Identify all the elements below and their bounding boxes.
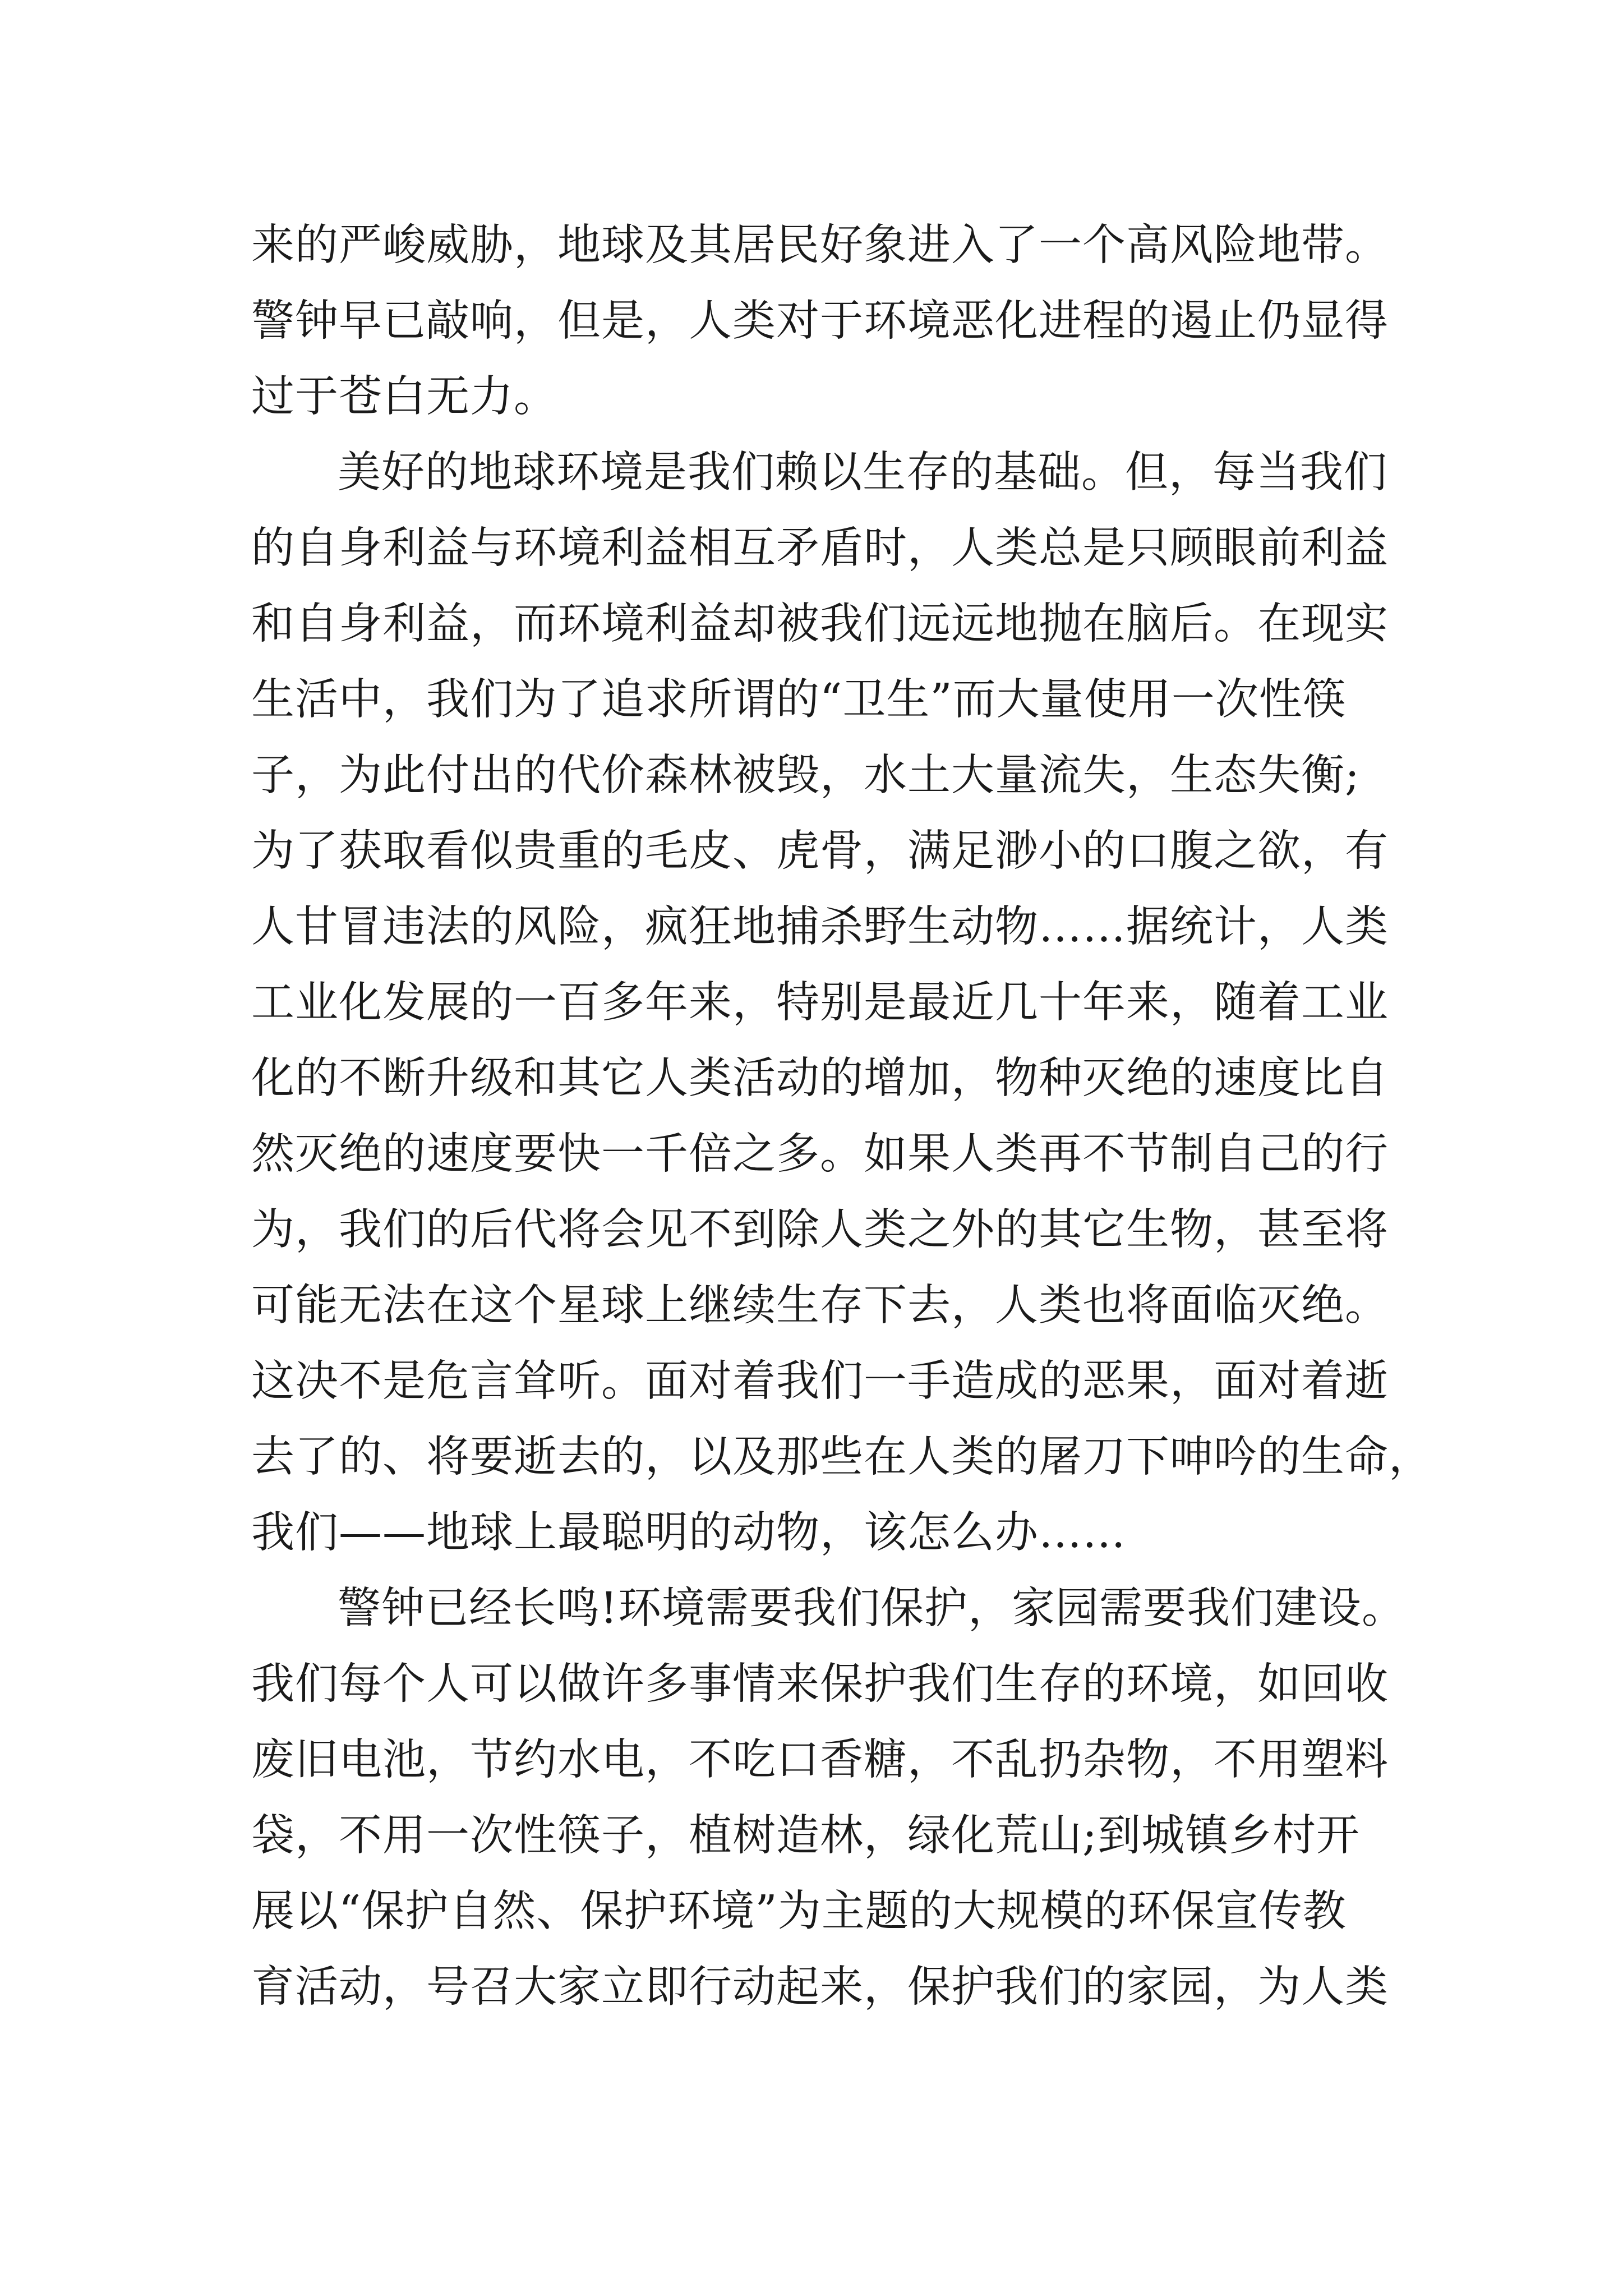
- text-line: 展以“保护自然、保护环境”为主题的大规模的环保宣传教: [251, 1887, 1347, 1936]
- body-text: [251, 208, 1432, 2025]
- text-line: 警钟早已敲响，但是，人类对于环境恶化进程的遏止仍显得: [251, 296, 1389, 346]
- paragraph-2: [251, 435, 1432, 1571]
- text-line: 我们——地球上最聪明的动物，该怎么办……: [251, 1508, 1126, 1558]
- text-line: 这决不是危言耸听。面对着我们一手造成的恶果，面对着逝: [251, 1356, 1389, 1406]
- text-line: 化的不断升级和其它人类活动的增加，物种灭绝的速度比自: [251, 1053, 1389, 1103]
- text-line: 警钟已经长鸣!环境需要我们保护，家园需要我们建设。: [338, 1584, 1405, 1634]
- text-line: 子，为此付出的代价森林被毁，水土大量流失，生态失衡;: [251, 751, 1360, 800]
- text-line: 我们每个人可以做许多事情来保护我们生存的环境，如回收: [251, 1659, 1389, 1709]
- text-line: 和自身利益，而环境利益却被我们远远地抛在脑后。在现实: [251, 599, 1389, 649]
- text-line: 美好的地球环境是我们赖以生存的基础。但，每当我们: [338, 448, 1387, 498]
- paragraph-3: [251, 1571, 1405, 2025]
- text-line: 人甘冒违法的风险，疯狂地捕杀野生动物……据统计，人类: [251, 902, 1389, 952]
- text-line: 的自身利益与环境利益相互矛盾时，人类总是只顾眼前利益: [251, 523, 1389, 573]
- text-line: 来的严峻威胁，地球及其居民好象进入了一个高风险地带。: [251, 220, 1389, 270]
- paragraph-1: [251, 208, 1390, 435]
- text-line: 育活动，号召大家立即行动起来，保护我们的家园，为人类: [251, 1962, 1389, 2012]
- text-line: 去了的、将要逝去的，以及那些在人类的屠刀下呻吟的生命，: [251, 1432, 1432, 1482]
- text-line: 工业化发展的一百多年来，特别是最近几十年来，随着工业: [251, 978, 1389, 1028]
- text-line: 可能无法在这个星球上继续生存下去，人类也将面临灭绝。: [251, 1281, 1389, 1331]
- text-line: 生活中，我们为了追求所谓的“卫生”而大量使用一次性筷: [251, 675, 1347, 725]
- text-line: 袋，不用一次性筷子，植树造林，绿化荒山;到城镇乡村开: [251, 1811, 1360, 1861]
- text-line: 为了获取看似贵重的毛皮、虎骨，满足渺小的口腹之欲，有: [251, 826, 1389, 876]
- text-line: 废旧电池，节约水电，不吃口香糖，不乱扔杂物，不用塑料: [251, 1735, 1389, 1785]
- text-line: 然灭绝的速度要快一千倍之多。如果人类再不节制自己的行: [251, 1129, 1389, 1179]
- text-line: 过于苍白无力。: [251, 372, 557, 422]
- text-line: 为，我们的后代将会见不到除人类之外的其它生物，甚至将: [251, 1205, 1389, 1255]
